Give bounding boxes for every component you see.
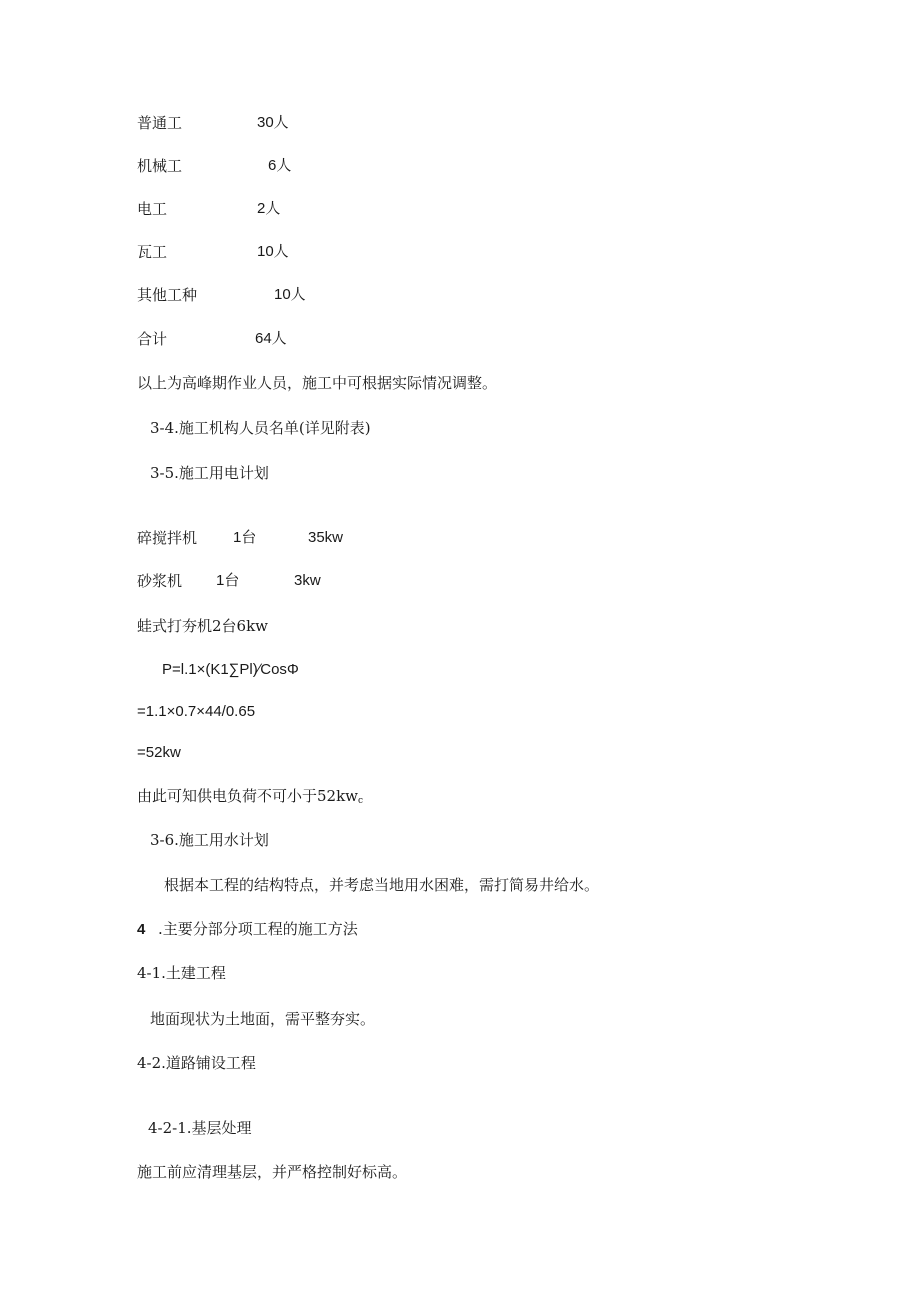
machine-row: 蛙式打夯机2台6kw xyxy=(137,617,269,635)
section-4-number: 4 xyxy=(137,921,146,938)
staff-count: 30人 xyxy=(257,114,289,131)
ground-text: 地面现状为土地面，需平整夯实。 xyxy=(150,1010,376,1028)
staff-count: 10人 xyxy=(257,243,289,260)
section-4-title: .主要分部分项工程的施工方法 xyxy=(158,920,358,938)
staff-note: 以上为高峰期作业人员，施工中可根据实际情况调整。 xyxy=(137,374,498,392)
staff-row xyxy=(137,113,289,133)
section-4-1-heading: 4-1.土建工程 xyxy=(137,964,226,982)
staff-row xyxy=(137,285,306,305)
staff-role: 其他工种 xyxy=(137,286,198,304)
machine-name: 碎搅拌机 xyxy=(137,529,198,547)
machine-qty: 1台 xyxy=(216,572,240,589)
machine-power: 35kw xyxy=(308,529,344,546)
staff-count: 6人 xyxy=(268,157,292,174)
machine-row xyxy=(137,528,344,548)
staff-count: 2人 xyxy=(257,200,281,217)
machine-power: 3kw xyxy=(294,572,321,589)
power-conclusion-subscript: c xyxy=(358,796,364,806)
machine-name: 砂浆机 xyxy=(137,572,183,590)
staff-row xyxy=(137,156,292,176)
staff-count: 10人 xyxy=(274,286,306,303)
staff-role: 瓦工 xyxy=(137,243,168,261)
machine-row xyxy=(137,571,321,591)
staff-row xyxy=(137,199,281,219)
section-3-6-heading: 3-6.施工用水计划 xyxy=(150,831,269,849)
power-conclusion-text: 由此可知供电负荷不可小于52kw xyxy=(137,787,359,805)
calculation-line: =1.1×0.7×44/0.65 xyxy=(137,703,256,720)
power-conclusion xyxy=(137,786,363,811)
staff-role: 合计 xyxy=(137,330,168,348)
section-4-2-1-heading: 4-2-1.基层处理 xyxy=(148,1119,252,1137)
section-3-4-heading: 3-4.施工机构人员名单(详见附表) xyxy=(150,419,371,437)
staff-role: 普通工 xyxy=(137,114,183,132)
power-formula: P=l.1×(K1∑Pl)∕CosΦ xyxy=(162,661,299,678)
water-plan-text: 根据本工程的结构特点，并考虑当地用水困难，需打简易井给水。 xyxy=(164,876,600,894)
section-3-5-heading: 3-5.施工用电计划 xyxy=(150,464,269,482)
staff-total-row xyxy=(137,329,287,349)
staff-row xyxy=(137,242,289,262)
calculation-result: =52kw xyxy=(137,744,181,761)
base-treatment-text: 施工前应清理基层，并严格控制好标高。 xyxy=(137,1163,408,1181)
staff-role: 电工 xyxy=(137,200,168,218)
section-4-heading xyxy=(137,919,358,940)
machine-qty: 1台 xyxy=(233,529,257,546)
staff-count: 64人 xyxy=(255,330,287,347)
staff-role: 机械工 xyxy=(137,157,183,175)
section-4-2-heading: 4-2.道路铺设工程 xyxy=(137,1054,256,1072)
